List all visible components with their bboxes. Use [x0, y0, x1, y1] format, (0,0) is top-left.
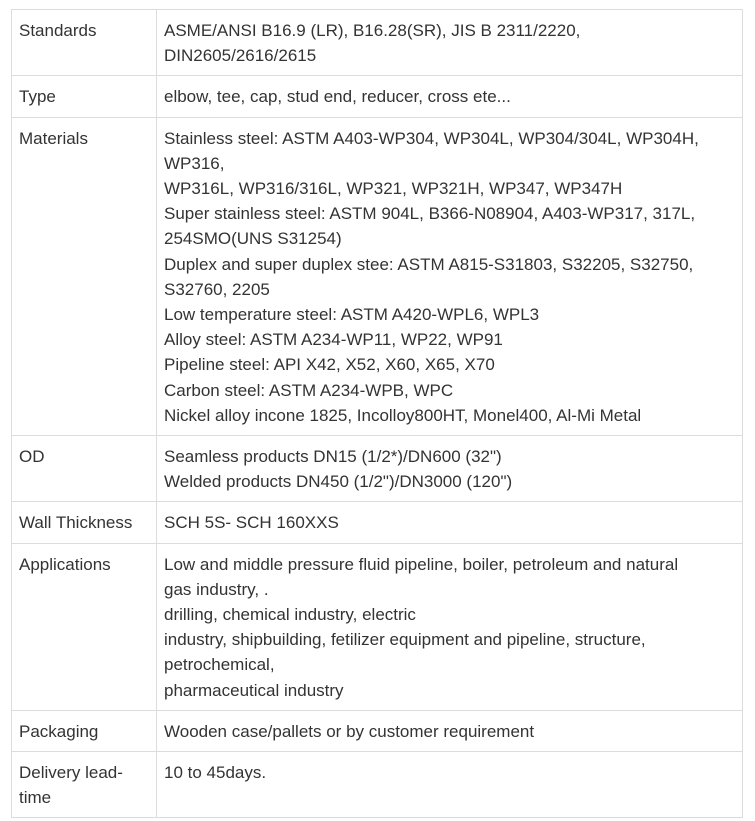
label-text: Standards: [19, 21, 97, 40]
value-line: Carbon steel: ASTM A234-WPB, WPC: [164, 380, 454, 400]
row-label: [12, 10, 157, 76]
value-line: Wooden case/pallets or by customer requirement: [164, 721, 535, 741]
label-text: Packaging: [19, 721, 99, 741]
value-line: DIN2605/2616/2615: [164, 46, 317, 66]
value-line: industry, shipbuilding, fetilizer equipment and pipeline, structure,: [164, 630, 646, 650]
value-line: SCH 5S- SCH 160XXS: [164, 513, 339, 533]
row-label: [12, 710, 157, 751]
value-line: Alloy steel: ASTM A234-WP11, WP22, WP91: [164, 330, 503, 350]
value-line: Low temperature steel: ASTM A420-WPL6, WPL3: [164, 305, 540, 325]
value-line: Duplex and super duplex stee: ASTM A815-S31803, S32205, S32750,: [164, 254, 694, 274]
row-label: [12, 436, 157, 502]
value-line: Super stainless steel: ASTM 904L, B366-N08904, A403-WP317, 317L,: [164, 204, 696, 224]
value-line: WP316,: [164, 153, 225, 173]
label-text: Materials: [19, 128, 88, 148]
label-text: Wall Thickness: [19, 513, 133, 533]
table-row-materials: [12, 117, 743, 435]
table-row-wall-thickness: [12, 502, 743, 543]
table-row-standards: [12, 10, 743, 76]
value-line: elbow, tee, cap, stud end, reducer, cross ete...: [164, 87, 511, 107]
value-line: 254SMO(UNS S31254): [164, 229, 342, 249]
value-line: ASME/ANSI B16.9 (LR), B16.28(SR), JIS B 2311/2220,: [164, 21, 581, 40]
row-label: [12, 76, 157, 117]
value-line: Welded products DN450 (1/2")/DN3000 (120"): [164, 472, 513, 492]
value-line: Nickel alloy incone 1825, Incolloy800HT, Monel400, Al-Mi Metal: [164, 405, 642, 425]
value-line: S32760, 2205: [164, 279, 270, 299]
label-text: time: [19, 788, 52, 808]
row-value: [157, 76, 743, 117]
value-line: WP316L, WP316/316L, WP321, WP321H, WP347, WP347H: [164, 179, 623, 199]
spec-table: [11, 9, 743, 818]
table-row-applications: [12, 543, 743, 710]
row-label: [12, 752, 157, 818]
value-line: Pipeline steel: API X42, X52, X60, X65, X70: [164, 355, 495, 375]
row-value: [157, 436, 743, 502]
row-value: [157, 502, 743, 543]
row-value: [157, 752, 743, 818]
label-text: OD: [19, 447, 45, 467]
label-text: Applications: [19, 554, 111, 574]
row-value: [157, 710, 743, 751]
row-value: [157, 10, 743, 76]
value-line: 10 to 45days.: [164, 763, 267, 783]
value-line: pharmaceutical industry: [164, 680, 344, 700]
row-value: [157, 117, 743, 435]
table-row-type: [12, 76, 743, 117]
table-row-delivery-lead-time: [12, 752, 743, 818]
row-label: [12, 117, 157, 435]
row-label: [12, 543, 157, 710]
value-line: petrochemical,: [164, 655, 275, 675]
value-line: Stainless steel: ASTM A403-WP304, WP304L, WP304/304L, WP304H,: [164, 128, 699, 148]
row-value: [157, 543, 743, 710]
value-line: drilling, chemical industry, electric: [164, 605, 416, 625]
value-line: gas industry, .: [164, 579, 269, 599]
table-row-packaging: [12, 710, 743, 751]
table-row-od: [12, 436, 743, 502]
label-text: Type: [19, 87, 56, 107]
row-label: [12, 502, 157, 543]
value-line: Seamless products DN15 (1/2*)/DN600 (32"): [164, 447, 502, 467]
label-text: Delivery lead-: [19, 763, 123, 783]
value-line: Low and middle pressure fluid pipeline, boiler, petroleum and natural: [164, 554, 679, 574]
